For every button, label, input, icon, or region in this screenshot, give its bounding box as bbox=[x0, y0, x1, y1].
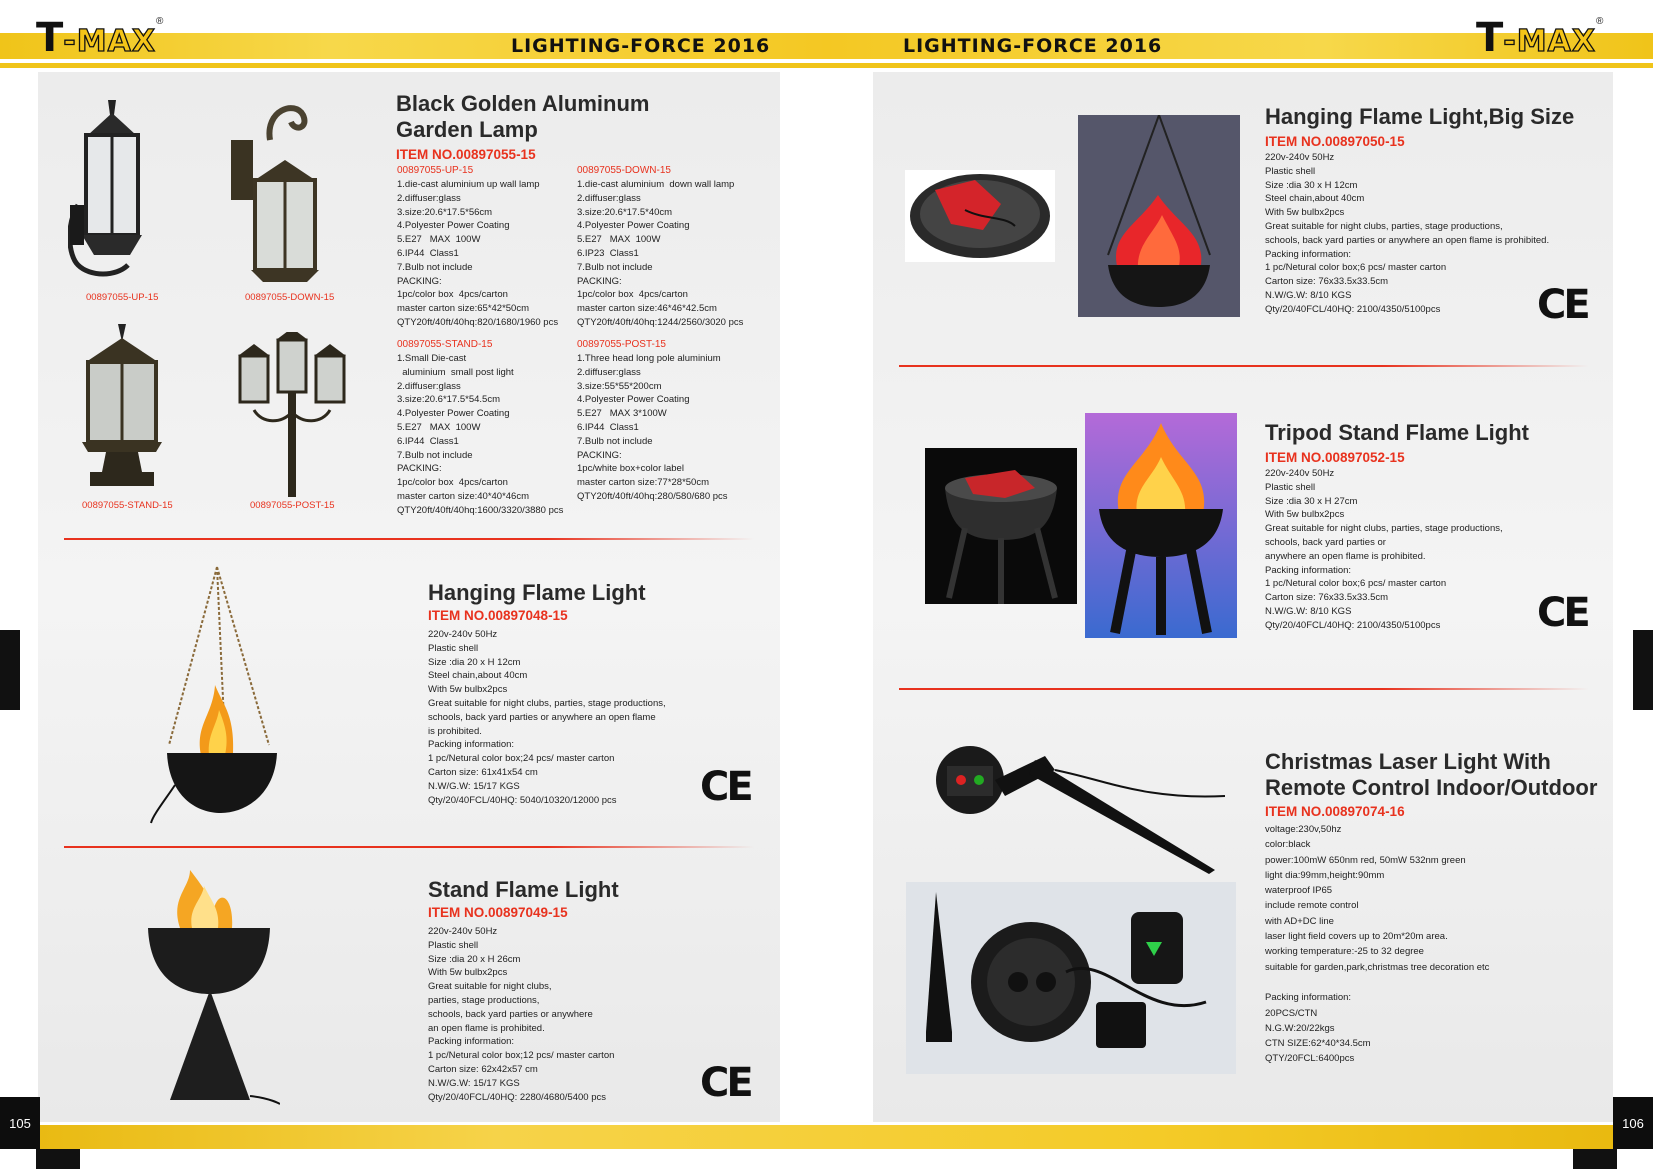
lamp-up-photo bbox=[68, 95, 178, 290]
spec-line: is prohibited. bbox=[428, 725, 482, 737]
hanging-flame-title: Hanging Flame Light bbox=[428, 580, 646, 605]
spec-line: Qty/20/40FCL/40HQ: 2100/4350/5100pcs bbox=[1265, 303, 1441, 315]
spec-line: With 5w bulbx2pcs bbox=[428, 684, 508, 696]
stand-flame-photo bbox=[140, 868, 280, 1108]
spec-line: light dia:99mm,height:90mm bbox=[1265, 869, 1385, 881]
lamp-post-photo bbox=[232, 332, 352, 497]
header-band bbox=[0, 33, 1653, 59]
laser-item-no: ITEM NO.00897074-16 bbox=[1265, 804, 1405, 819]
spec-line: QTY20ft/40ft/40hq:1600/3320/3880 pcs bbox=[397, 504, 564, 516]
tripod-folded-photo bbox=[925, 448, 1077, 604]
spec-line: 3.size:20.6*17.5*56cm bbox=[397, 206, 493, 218]
ce-mark-hanging-flame: CE bbox=[700, 764, 751, 810]
spec-line: Plastic shell bbox=[428, 939, 479, 951]
tripod-item-no: ITEM NO.00897052-15 bbox=[1265, 450, 1405, 465]
footer-corner-left bbox=[36, 1149, 80, 1169]
variant-down-code: 00897055-DOWN-15 bbox=[577, 165, 671, 176]
spec-line: power:100mW 650nm red, 50mW 532nm green bbox=[1265, 854, 1466, 866]
section-divider bbox=[899, 365, 1589, 367]
laser-projector-photo bbox=[925, 740, 1225, 875]
ce-mark-hanging-big: CE bbox=[1537, 282, 1588, 328]
spec-line: PACKING: bbox=[577, 449, 622, 461]
spec-line: with AD+DC line bbox=[1265, 915, 1334, 927]
spec-line: master carton size:65*42*50cm bbox=[397, 303, 530, 315]
spec-line: N.G.W:20/22kgs bbox=[1265, 1022, 1335, 1034]
spec-line: master carton size:40*40*46cm bbox=[397, 490, 530, 502]
spec-line: Steel chain,about 40cm bbox=[428, 670, 528, 682]
spec-line: Carton size: 62x42x57 cm bbox=[428, 1063, 538, 1075]
footer-band bbox=[0, 1125, 1653, 1149]
spec-line: Size :dia 30 x H 27cm bbox=[1265, 495, 1358, 507]
variant-post-code: 00897055-POST-15 bbox=[577, 339, 666, 350]
spec-line: N.W/G.W: 15/17 KGS bbox=[428, 780, 520, 792]
right-side-tab bbox=[1633, 630, 1653, 710]
variant-stand-code: 00897055-STAND-15 bbox=[397, 339, 493, 350]
hanging-flame-specs bbox=[428, 628, 666, 807]
spec-line: 7.Bulb not include bbox=[577, 435, 653, 447]
header-title-right: LIGHTING-FORCE 2016 bbox=[903, 35, 1163, 57]
garden-lamp-title-1: Black Golden Aluminum bbox=[396, 91, 650, 116]
spec-line: 3.size:20.6*17.5*54.5cm bbox=[397, 394, 500, 406]
caption-up: 00897055-UP-15 bbox=[86, 292, 159, 303]
spec-line: 7.Bulb not include bbox=[397, 261, 473, 273]
garden-lamp-title-2: Garden Lamp bbox=[396, 117, 538, 142]
spec-line: Great suitable for night clubs, parties, stage productions, bbox=[1265, 523, 1503, 535]
footer-corner-right bbox=[1573, 1149, 1617, 1169]
spec-line: 2.diffuser:glass bbox=[397, 192, 461, 204]
hanging-big-photo bbox=[1078, 115, 1240, 317]
spec-line: With 5w bulbx2pcs bbox=[1265, 207, 1345, 219]
spec-line: 20PCS/CTN bbox=[1265, 1007, 1318, 1019]
spec-line: Size :dia 30 x H 12cm bbox=[1265, 179, 1358, 191]
spec-line: 220v-240v 50Hz bbox=[428, 926, 498, 937]
spec-line: working temperature:-25 to 32 degree bbox=[1265, 946, 1424, 958]
spec-line: Qty/20/40FCL/40HQ: 5040/10320/12000 pcs bbox=[428, 794, 617, 806]
stand-flame-specs bbox=[428, 925, 614, 1104]
spec-line: Size :dia 20 x H 12cm bbox=[428, 656, 521, 668]
spec-line: 6.IP44 Class1 bbox=[577, 421, 639, 433]
spec-line: laser light field covers up to 20m*20m area. bbox=[1265, 931, 1448, 943]
section-divider bbox=[899, 688, 1589, 690]
spec-line: 5.E27 MAX 100W bbox=[397, 234, 481, 246]
spec-line: master carton size:77*28*50cm bbox=[577, 477, 710, 489]
spec-line: QTY20ft/40ft/40hq:820/1680/1960 pcs bbox=[397, 316, 559, 328]
spec-line: master carton size:46*46*42.5cm bbox=[577, 303, 717, 315]
spec-line: 4.Polyester Power Coating bbox=[397, 408, 510, 420]
spec-line: N.W/G.W: 8/10 KGS bbox=[1265, 289, 1352, 301]
spec-line: Packing information: bbox=[1265, 564, 1352, 576]
spec-line: Plastic shell bbox=[1265, 481, 1316, 493]
spec-line: N.W/G.W: 15/17 KGS bbox=[428, 1077, 520, 1089]
spec-line: N.W/G.W: 8/10 KGS bbox=[1265, 605, 1352, 617]
caption-stand: 00897055-STAND-15 bbox=[82, 500, 173, 511]
spec-line: aluminium small post light bbox=[397, 366, 514, 378]
stand-flame-item-no: ITEM NO.00897049-15 bbox=[428, 905, 568, 920]
spec-line: 6.IP23 Class1 bbox=[577, 247, 639, 259]
spec-line: 4.Polyester Power Coating bbox=[577, 220, 690, 232]
spec-line: 1 pc/Netural color box;6 pcs/ master carton bbox=[1265, 262, 1447, 274]
spec-line: Carton size: 76x33.5x33.5cm bbox=[1265, 592, 1389, 604]
spec-line: PACKING: bbox=[577, 275, 622, 287]
spec-line: 1.Small Die-cast bbox=[397, 353, 467, 364]
spec-line: 2.diffuser:glass bbox=[577, 192, 641, 204]
spec-line: PACKING: bbox=[397, 463, 442, 475]
hanging-big-title: Hanging Flame Light,Big Size bbox=[1265, 104, 1575, 129]
spec-line: anywhere an open flame is prohibited. bbox=[1265, 550, 1426, 562]
spec-line: 220v-240v 50Hz bbox=[1265, 152, 1335, 163]
spec-line bbox=[1265, 975, 1489, 990]
spec-line: 1pc/color box 4pcs/carton bbox=[397, 477, 508, 489]
hanging-flame-item-no: ITEM NO.00897048-15 bbox=[428, 608, 568, 623]
spec-line: an open flame is prohibited. bbox=[428, 1022, 545, 1034]
page-number-right: 106 bbox=[1613, 1097, 1653, 1149]
spec-line: 5.E27 MAX 3*100W bbox=[577, 408, 667, 420]
spec-line: 4.Polyester Power Coating bbox=[577, 394, 690, 406]
spec-line: 3.size:55*55*200cm bbox=[577, 380, 662, 392]
spec-line: 1 pc/Netural color box;24 pcs/ master carton bbox=[428, 753, 615, 765]
spec-line: PACKING: bbox=[397, 275, 442, 287]
brand-logo-right: T-MAX® bbox=[1476, 15, 1604, 61]
spec-line: Plastic shell bbox=[1265, 165, 1316, 177]
spec-line: Carton size: 61x41x54 cm bbox=[428, 766, 538, 778]
hanging-big-item-no: ITEM NO.00897050-15 bbox=[1265, 134, 1405, 149]
stand-flame-title: Stand Flame Light bbox=[428, 877, 619, 902]
spec-line: Packing information: bbox=[1265, 992, 1352, 1004]
spec-line: 2.diffuser:glass bbox=[397, 380, 461, 392]
spec-line: 1pc/color box 4pcs/carton bbox=[397, 289, 508, 301]
spec-line: Plastic shell bbox=[428, 642, 479, 654]
spec-line: Size :dia 20 x H 26cm bbox=[428, 953, 521, 965]
lamp-down-photo bbox=[225, 100, 340, 290]
spec-line: 1.Three head long pole aluminium bbox=[577, 353, 721, 364]
spec-line: Great suitable for night clubs, parties, stage productions, bbox=[1265, 220, 1503, 232]
spec-line: parties, stage productions, bbox=[428, 994, 540, 1006]
spec-line: Carton size: 76x33.5x33.5cm bbox=[1265, 276, 1389, 288]
hanging-big-top-photo bbox=[905, 170, 1055, 262]
spec-line: 7.Bulb not include bbox=[577, 261, 653, 273]
spec-line: 3.size:20.6*17.5*40cm bbox=[577, 206, 673, 218]
spec-line: 2.diffuser:glass bbox=[577, 366, 641, 378]
caption-down: 00897055-DOWN-15 bbox=[245, 292, 335, 303]
section-divider bbox=[64, 538, 754, 540]
spec-line: 6.IP44 Class1 bbox=[397, 247, 459, 259]
variant-down-specs bbox=[577, 178, 743, 330]
spec-line: Great suitable for night clubs, parties, stage productions, bbox=[428, 697, 666, 709]
spec-line: QTY20ft/40ft/40hq:280/580/680 pcs bbox=[577, 490, 728, 502]
section-divider bbox=[64, 846, 754, 848]
spec-line: CTN SIZE:62*40*34.5cm bbox=[1265, 1038, 1371, 1050]
variant-post-specs bbox=[577, 352, 728, 504]
spec-line: 7.Bulb not include bbox=[397, 449, 473, 461]
spec-line: QTY20ft/40ft/40hq:1244/2560/3020 pcs bbox=[577, 316, 744, 328]
laser-title-1: Christmas Laser Light With bbox=[1265, 749, 1551, 774]
spec-line: 1.die-cast aluminium up wall lamp bbox=[397, 179, 540, 190]
garden-lamp-item-no: ITEM NO.00897055-15 bbox=[396, 147, 536, 162]
spec-line: Steel chain,about 40cm bbox=[1265, 193, 1365, 205]
spec-line: 4.Polyester Power Coating bbox=[397, 220, 510, 232]
variant-up-code: 00897055-UP-15 bbox=[397, 165, 474, 176]
lamp-stand-photo bbox=[72, 322, 172, 492]
spec-line: Qty/20/40FCL/40HQ: 2100/4350/5100pcs bbox=[1265, 619, 1441, 631]
spec-line: 220v-240v 50Hz bbox=[1265, 468, 1335, 479]
hanging-flame-photo bbox=[145, 565, 285, 825]
spec-line: With 5w bulbx2pcs bbox=[428, 967, 508, 979]
brand-logo-left: T-MAX® bbox=[36, 15, 164, 61]
spec-line: schools, back yard parties or anywhere bbox=[428, 1008, 593, 1020]
spec-line: 1pc/white box+color label bbox=[577, 463, 684, 475]
spec-line: Packing information: bbox=[428, 1036, 515, 1048]
spec-line: QTY/20FCL:6400pcs bbox=[1265, 1053, 1355, 1065]
spec-line: 1 pc/Netural color box;6 pcs/ master carton bbox=[1265, 578, 1447, 590]
spec-line: With 5w bulbx2pcs bbox=[1265, 509, 1345, 521]
tripod-specs bbox=[1265, 467, 1503, 633]
spec-line: schools, back yard parties or anywhere an open flame is prohibited. bbox=[1265, 234, 1550, 246]
spec-line: 6.IP44 Class1 bbox=[397, 435, 459, 447]
spec-line: waterproof IP65 bbox=[1265, 885, 1333, 897]
hanging-big-specs bbox=[1265, 151, 1549, 317]
laser-title-2: Remote Control Indoor/Outdoor bbox=[1265, 775, 1598, 800]
spec-line: include remote control bbox=[1265, 900, 1359, 912]
variant-stand-specs bbox=[397, 352, 563, 518]
tripod-title: Tripod Stand Flame Light bbox=[1265, 420, 1529, 445]
left-side-tab bbox=[0, 630, 20, 710]
spec-line: 5.E27 MAX 100W bbox=[577, 234, 661, 246]
spec-line: 1 pc/Netural color box;12 pcs/ master carton bbox=[428, 1050, 615, 1062]
ce-mark-stand-flame: CE bbox=[700, 1060, 751, 1106]
header-band-underline bbox=[0, 63, 1653, 68]
page-number-left: 105 bbox=[0, 1097, 40, 1149]
spec-line: schools, back yard parties or anywhere an open flame bbox=[428, 711, 656, 723]
spec-line: Qty/20/40FCL/40HQ: 2280/4680/5400 pcs bbox=[428, 1091, 606, 1103]
spec-line: Packing information: bbox=[1265, 248, 1352, 260]
spec-line: schools, back yard parties or bbox=[1265, 536, 1386, 548]
spec-line: Great suitable for night clubs, bbox=[428, 981, 552, 993]
spec-line: voltage:230v,50hz bbox=[1265, 824, 1342, 835]
laser-kit-photo bbox=[906, 882, 1236, 1074]
spec-line: 1pc/color box 4pcs/carton bbox=[577, 289, 688, 301]
caption-post: 00897055-POST-15 bbox=[250, 500, 335, 511]
spec-line: suitable for garden,park,christmas tree decoration etc bbox=[1265, 961, 1490, 973]
header-title-left: LIGHTING-FORCE 2016 bbox=[511, 35, 771, 57]
tripod-photo bbox=[1085, 413, 1237, 638]
laser-specs bbox=[1265, 822, 1489, 1067]
spec-line: 5.E27 MAX 100W bbox=[397, 421, 481, 433]
spec-line: 1.die-cast aluminium down wall lamp bbox=[577, 179, 735, 190]
spec-line: color:black bbox=[1265, 839, 1311, 851]
variant-up-specs bbox=[397, 178, 558, 330]
ce-mark-tripod: CE bbox=[1537, 590, 1588, 636]
spec-line: 220v-240v 50Hz bbox=[428, 629, 498, 640]
spec-line: Packing information: bbox=[428, 739, 515, 751]
